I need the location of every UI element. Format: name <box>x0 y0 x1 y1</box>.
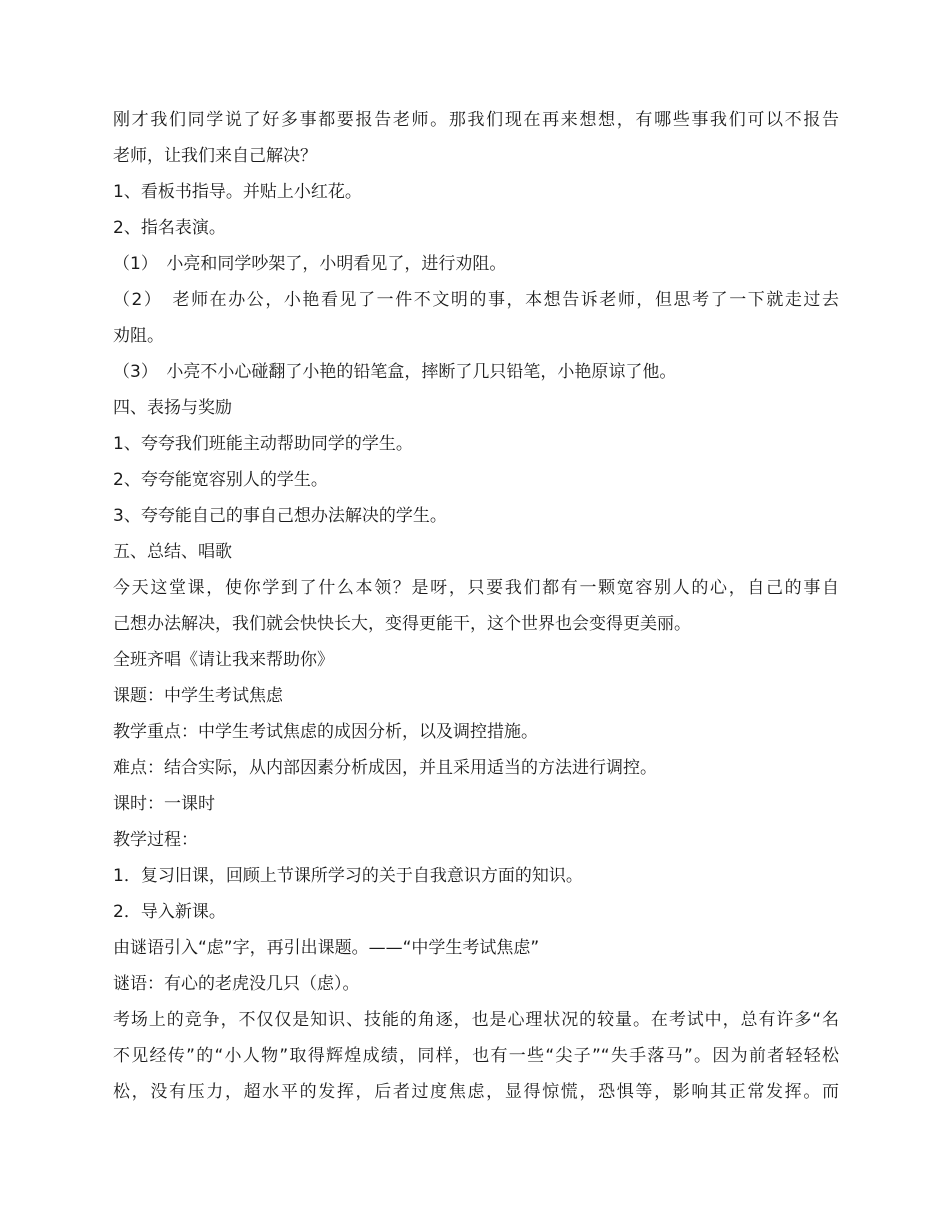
document-line: 2．导入新课。 <box>113 902 226 922</box>
document-line: 2、夸夸能宽容别人的学生。 <box>113 470 328 490</box>
document-line: 松，没有压力，超水平的发挥，后者过度焦虑，显得惊慌，恐惧等，影响其正常发挥。而 <box>113 1082 839 1102</box>
document-line: （3） 小亮不小心碰翻了小艳的铅笔盒，摔断了几只铅笔，小艳原谅了他。 <box>113 362 677 382</box>
document-line: 3、夸夸能自己的事自己想办法解决的学生。 <box>113 506 447 526</box>
document-line: 今天这堂课，使你学到了什么本领？是呀，只要我们都有一颗宽容别人的心，自己的事自 <box>113 578 839 598</box>
document-line: 四、表扬与奖励 <box>113 398 232 418</box>
document-line: 1．复习旧课，回顾上节课所学习的关于自我意识方面的知识。 <box>113 866 583 886</box>
document-line: 由谜语引入“虑”字，再引出课题。——“中学生考试焦虑” <box>113 938 540 958</box>
document-line: 难点：结合实际，从内部因素分析成因，并且采用适当的方法进行调控。 <box>113 758 657 778</box>
document-line: 谜语：有心的老虎没几只（虑）。 <box>113 974 360 994</box>
document-line: 课题：中学生考试焦虑 <box>113 686 283 706</box>
document-line: 1、看板书指导。并贴上小红花。 <box>113 182 362 202</box>
document-line: 教学重点：中学生考试焦虑的成因分析，以及调控措施。 <box>113 722 538 742</box>
document-line: （1） 小亮和同学吵架了，小明看见了，进行劝阻。 <box>113 254 507 274</box>
document-line: 1、夸夸我们班能主动帮助同学的学生。 <box>113 434 413 454</box>
document-line: 2、指名表演。 <box>113 218 226 238</box>
document-line: 己想办法解决，我们就会快快长大，变得更能干，这个世界也会变得更美丽。 <box>113 614 691 634</box>
document-line: 五、总结、唱歌 <box>113 542 232 562</box>
document-line: 全班齐唱《请让我来帮助你》 <box>113 650 334 670</box>
document-body <box>113 102 839 1110</box>
document-line: 课时：一课时 <box>113 794 215 814</box>
document-line: 教学过程： <box>113 830 198 850</box>
document-line: 不见经传”的“小人物”取得辉煌成绩，同样，也有一些“尖子”“失手落马”。因为前者轻轻松 <box>113 1046 839 1066</box>
document-line: 劝阻。 <box>113 326 164 346</box>
document-line: （2） 老师在办公，小艳看见了一件不文明的事，本想告诉老师，但思考了一下就走过去 <box>113 290 839 310</box>
document-line: 老师，让我们来自己解决？ <box>113 146 317 166</box>
document-line: 刚才我们同学说了好多事都要报告老师。那我们现在再来想想，有哪些事我们可以不报告 <box>113 110 839 130</box>
document-line: 考场上的竞争，不仅仅是知识、技能的角逐，也是心理状况的较量。在考试中，总有许多“名 <box>113 1010 839 1030</box>
